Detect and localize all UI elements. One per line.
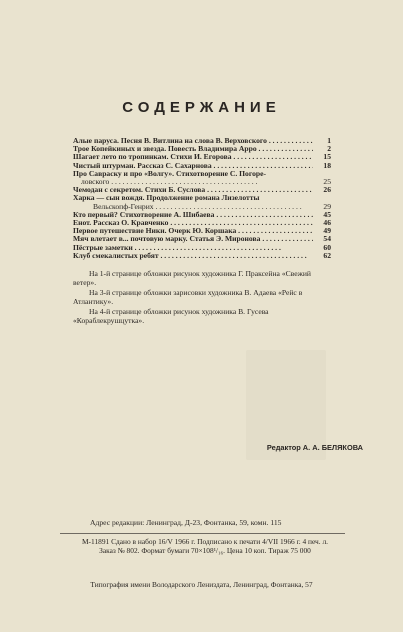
toc-title: Енот. Рассказ О. Кравченко . . . [73, 219, 313, 227]
toc-title: Первое путешествие Ники. Очерк Ю. Коршака . . . [73, 227, 313, 235]
toc-title: ловского . . . [81, 178, 313, 186]
toc-title: Кто первый? Стихотворение А. Шибаева . . . [73, 211, 313, 219]
toc-row [73, 219, 331, 227]
toc-page-number: 60 [323, 242, 331, 252]
toc-row [73, 145, 331, 153]
toc-page-number: 2 [327, 144, 331, 154]
toc-title: Вельскопф-Генрих . . . [93, 203, 313, 211]
toc-row [73, 235, 331, 243]
printer-credit: Типография имени Володарского Лениздата, Ленинград, Фонтанка, 57 [90, 580, 313, 589]
editorial-address: Адрес редакции: Ленинград, Д-23, Фонтанка, 59, комн. 115 [90, 518, 282, 527]
toc-row [73, 194, 331, 202]
toc-page-number: 1 [327, 136, 331, 145]
toc-page-number: 62 [323, 250, 331, 260]
toc-title: Харка — сын вождя. Продолжение романа Лизелотты [73, 193, 260, 203]
toc-title: Мяч влетает в... почтовую марку. Статья Э. Миронова . . . [73, 235, 313, 243]
cover-credit: На 1-й странице обложки рисунок художника Г. Праксейна «Свежий ветер». [73, 269, 311, 287]
toc-page-number: 49 [323, 226, 331, 236]
toc-page-number: 45 [323, 209, 331, 219]
toc-row [73, 211, 331, 219]
toc-row [73, 244, 331, 252]
toc-title: Пёстрые заметки . . . [73, 244, 313, 252]
cover-credit: На 4-й странице обложки рисунок художника В. Гусева «Кораблекрушцутка». [73, 307, 269, 325]
toc-page-number: 29 [323, 201, 331, 211]
imprint-line: Заказ № 802. Формат бумаги 70×108¹/₁₆. Цена 10 коп. Тираж 75 000 [99, 546, 311, 555]
publication-imprint [62, 537, 348, 555]
toc-title: Про Савраску и про «Волгу». Стихотворение С. Погоре- [73, 168, 267, 178]
toc-title: Трое Копейкиных и звезда. Повесть Владимира Арро . . . [73, 145, 313, 153]
toc-title: Чемодан с секретом. Стихи Б. Суслова . . . [73, 186, 313, 194]
cover-credit: На 3-й странице обложки зарисовки художника В. Адаева «Рейс в Атлантику». [73, 288, 303, 306]
toc-row [73, 137, 331, 145]
toc-title: Шагает лето по тропинкам. Стихи И. Егорова . . . [73, 153, 313, 161]
toc-page-number: 26 [323, 185, 331, 195]
divider-line [60, 533, 345, 534]
cover-credits [73, 270, 331, 328]
toc-row [73, 252, 331, 260]
toc-row-continuation [73, 203, 331, 211]
toc-page-number: 54 [323, 234, 331, 244]
toc-row-continuation [73, 178, 331, 186]
imprint-line: М-11891 Сдано в набор 16/V 1966 г. Подписано к печати 4/VII 1966 г. 4 печ. л. [81, 537, 329, 546]
toc-title: Клуб смекалистых ребят . . . [73, 252, 313, 260]
toc-page-number: 46 [323, 218, 331, 228]
page-title: СОДЕРЖАНИЕ [122, 99, 281, 116]
toc-row [73, 170, 331, 178]
toc-row [73, 153, 331, 161]
editor-credit: Редактор А. А. БЕЛЯКОВА [266, 443, 363, 452]
table-of-contents [73, 137, 331, 260]
toc-title: Чистый штурман. Рассказ С. Сахарнова . . . [73, 162, 313, 170]
toc-title: Алые паруса. Песня В. Витлина на слова В. Верховского . . . [73, 137, 313, 145]
toc-row [73, 227, 331, 235]
toc-page-number: 25 [323, 177, 331, 187]
toc-page-number: 18 [323, 160, 331, 170]
toc-page-number: 15 [323, 152, 331, 162]
